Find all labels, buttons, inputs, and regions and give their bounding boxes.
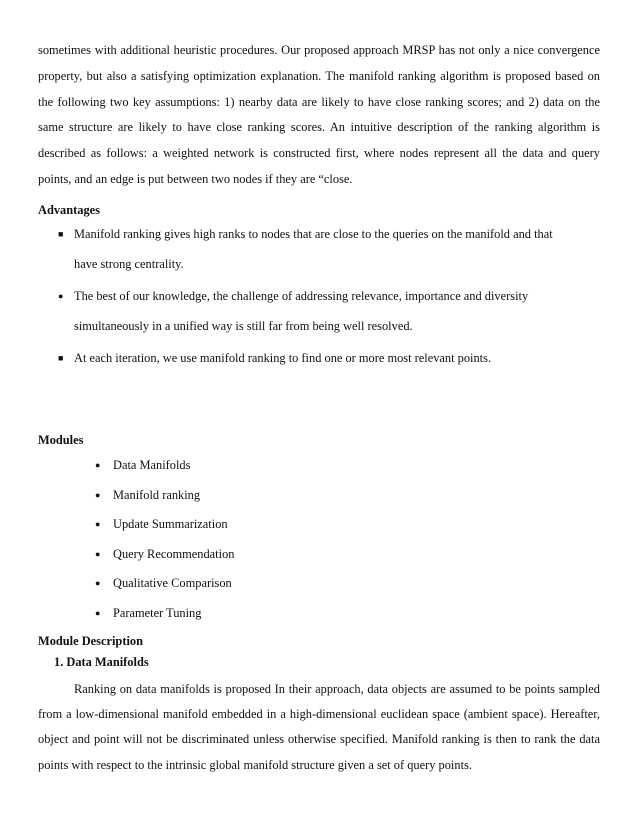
list-item: ■ Manifold ranking gives high ranks to nodes that are close to the queries on the manifold and that have strong centrality.	[38, 219, 564, 279]
list-item: ● Manifold ranking	[38, 481, 600, 511]
bullet-dot-icon: ●	[95, 607, 101, 618]
bullet-dot-icon: ●	[95, 519, 101, 530]
modules-list	[38, 451, 600, 629]
data-manifolds-subheading: 1. Data Manifolds	[54, 655, 149, 669]
list-item: ● The best of our knowledge, the challenge of addressing relevance, importance and diversity simultaneously in a unified way is still far from being well resolved.	[38, 281, 534, 341]
advantages-heading: Advantages	[38, 203, 100, 217]
advantages-list	[38, 219, 600, 373]
modules-heading: Modules	[38, 433, 84, 447]
bullet-dot-icon: ●	[95, 548, 101, 559]
bullet-dot-icon: ■	[58, 353, 64, 363]
list-item: ● Query Recommendation	[38, 540, 600, 570]
module-description-heading: Module Description	[38, 634, 143, 648]
intro-paragraph: sometimes with additional heuristic procedures. Our proposed approach MRSP has not only a nice convergence property, but also a satisfying optimization explanation. The manifold ranking algorithm is proposed based on the following two key assumptions: 1) nearby data are likely to have close ranking scores; and 2) data on the same structure are likely to have close ranking scores. An intuitive description of the ranking algorithm is described as follows: a weighted network is constructed first, where nodes represent all the data and query points, and an edge is put between two nodes if they are “close.	[38, 43, 600, 186]
data-manifolds-paragraph: Ranking on data manifolds is proposed In their approach, data objects are assumed to be points sampled from a low-dimensional manifold embedded in a high-dimensional euclidean space (ambient space). Hereafter, object and point will not be discriminated unless otherwise specified. Manifold ranking is then to rank the data points with respect to the intrinsic global manifold structure given a set of query points.	[38, 682, 600, 772]
list-item: ● Update Summarization	[38, 510, 600, 540]
bullet-dot-icon: ●	[95, 489, 101, 500]
list-item: ● Data Manifolds	[38, 451, 600, 481]
bullet-dot-icon: ●	[95, 460, 101, 470]
bullet-dot-icon: ●	[95, 578, 101, 589]
list-item: ● Qualitative Comparison	[38, 569, 600, 599]
bullet-dot-icon: ●	[58, 291, 64, 301]
list-item: ● Parameter Tuning	[38, 599, 600, 629]
bullet-dot-icon: ■	[58, 229, 64, 239]
list-item: ■ At each iteration, we use manifold ranking to find one or more most relevant points.	[38, 343, 600, 373]
